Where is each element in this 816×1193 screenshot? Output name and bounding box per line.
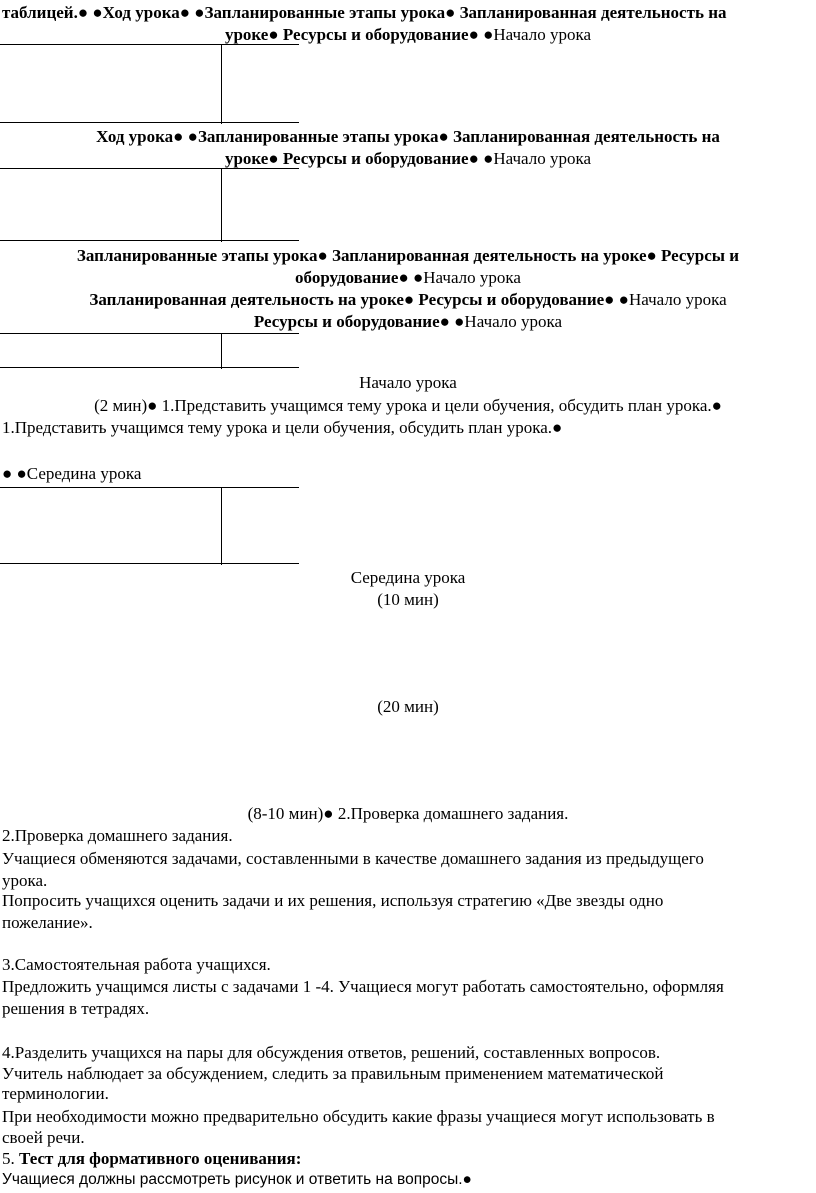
middle-time-8-10: (8-10 мин)● 2.Проверка домашнего задания. xyxy=(247,804,569,823)
heading-2-line-2: уроке● Ресурсы и оборудование● ●Начало урока xyxy=(224,149,592,168)
empty-table-1 xyxy=(0,44,299,123)
middle-time-20: (20 мин) xyxy=(377,697,439,716)
paragraph-line: пожелание». xyxy=(2,913,93,932)
heading-3-line-2: оборудование● ●Начало урока xyxy=(295,268,521,287)
paragraph-line: терминологии. xyxy=(2,1084,109,1103)
paragraph-line: Предложить учащимся листы с задачами 1 -4. Учащиеся могут работать самостоятельно, оформляя xyxy=(2,977,724,996)
paragraph-line: урока. xyxy=(2,871,48,890)
empty-table-2 xyxy=(0,168,299,241)
start-section-line-2: (2 мин)● 1.Представить учащимся тему урока и цели обучения, обсудить план урока.● xyxy=(94,396,722,415)
heading-3-line-3: Запланированная деятельность на уроке● Ресурсы и оборудование● ●Начало урока xyxy=(89,290,727,309)
paragraph-line: своей речи. xyxy=(2,1128,85,1147)
table-3-divider xyxy=(221,333,222,369)
heading-2-line-1: Ход урока● ●Запланированные этапы урока● Запланированная деятельность на xyxy=(96,127,720,146)
heading-3-line-1: Запланированные этапы урока● Запланированная деятельность на уроке● Ресурсы и xyxy=(76,246,740,265)
table-2-divider xyxy=(221,168,222,242)
paragraph-line: решения в тетрадях. xyxy=(2,999,150,1018)
heading-3-line-4: Ресурсы и оборудование● ●Начало урока xyxy=(253,312,563,331)
table-1-divider xyxy=(221,44,222,124)
middle-section-title: Середина урока xyxy=(350,568,466,587)
start-section-line-3: 1.Представить учащимся тему урока и цели обучения, обсудить план урока.● xyxy=(2,418,563,437)
paragraph-line: Попросить учащихся оценить задачи и их решения, используя стратегию «Две звезды одно xyxy=(2,891,664,910)
homework-check-title: 2.Проверка домашнего задания. xyxy=(2,826,233,845)
independent-work-title: 3.Самостоятельная работа учащихся. xyxy=(2,955,271,974)
paragraph-line: Учащиеся обменяются задачами, составленными в качестве домашнего задания из предыдущего xyxy=(2,849,704,868)
paragraph-line: Учитель наблюдает за обсуждением, следить за правильным применением математической xyxy=(2,1064,664,1083)
start-section-title: Начало урока xyxy=(359,373,457,392)
pair-work-title: 4.Разделить учащихся на пары для обсуждения ответов, решений, составленных вопросов. xyxy=(2,1043,661,1062)
paragraph-line: При необходимости можно предварительно обсудить какие фразы учащиеся могут использовать в xyxy=(2,1107,715,1126)
middle-time-10: (10 мин) xyxy=(377,590,439,609)
formative-test-instruction: Учащиеся должны рассмотреть рисунок и ответить на вопросы.● xyxy=(2,1171,472,1188)
heading-1-line-1: таблицей.● ●Ход урока● ●Запланированные этапы урока● Запланированная деятельность на xyxy=(2,3,727,22)
formative-test-title: 5. Тест для формативного оценивания: xyxy=(2,1149,302,1168)
table-4-divider xyxy=(221,487,222,565)
empty-table-4 xyxy=(0,487,299,564)
heading-1-line-2: уроке● Ресурсы и оборудование● ●Начало урока xyxy=(224,25,592,44)
middle-section-header: ● ●Середина урока xyxy=(2,464,142,483)
empty-table-3 xyxy=(0,333,299,368)
